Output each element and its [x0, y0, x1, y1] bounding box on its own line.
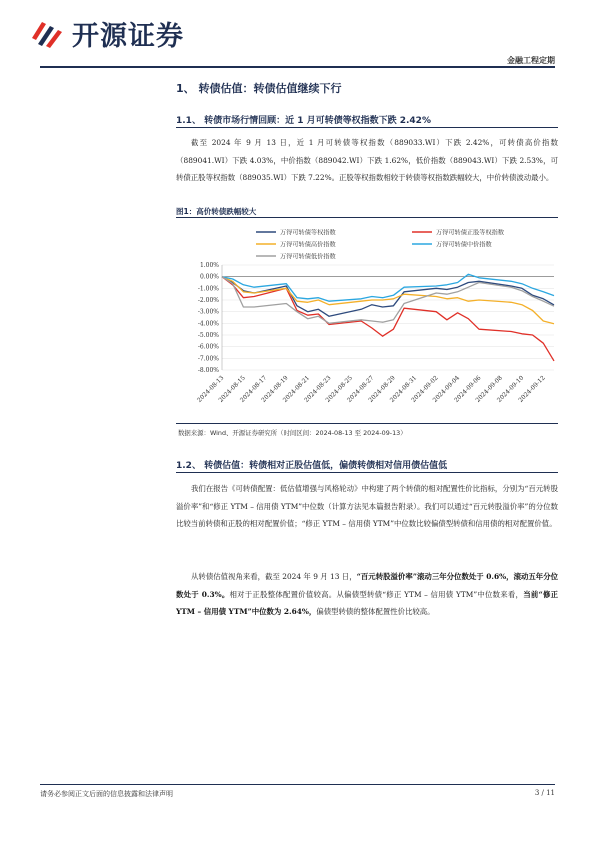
- legend-label: 万得可转债等权指数: [280, 229, 336, 237]
- x-tick-label: 2024-08-17: [238, 374, 269, 404]
- x-tick-label: 2024-09-08: [474, 374, 504, 404]
- chart-x-axis: [196, 374, 547, 404]
- x-tick-label: 2024-08-19: [260, 374, 290, 404]
- section-1-2-rule: [176, 472, 558, 473]
- x-tick-label: 2024-08-27: [345, 374, 376, 404]
- chart-series: [222, 274, 554, 361]
- y-tick-label: -1.00%: [197, 285, 219, 293]
- para2-highlight-b: “百元转股溢价率”滚动三年分位数处于 0.6%，滚动五年分位数处于 0.3%。: [176, 572, 558, 599]
- section-1-title: 1、 转债估值：转债估值继续下行: [176, 82, 342, 95]
- chart-legend: [256, 229, 505, 261]
- y-tick-label: -6.00%: [197, 343, 219, 351]
- x-tick-label: 2024-09-02: [410, 374, 440, 404]
- page-number: 3 / 11: [534, 789, 555, 797]
- y-tick-label: 1.00%: [199, 262, 219, 269]
- x-tick-label: 2024-08-31: [388, 374, 419, 404]
- legend-label: 万得可转债中价指数: [436, 241, 492, 249]
- legend-label: 万得可转债正股等权指数: [436, 229, 505, 237]
- x-tick-label: 2024-08-23: [303, 374, 333, 404]
- x-tick-label: 2024-09-10: [495, 374, 526, 404]
- x-tick-label: 2024-09-06: [453, 374, 483, 404]
- chart-y-axis: [198, 262, 219, 374]
- x-tick-label: 2024-08-25: [324, 374, 354, 404]
- x-tick-label: 2024-09-04: [431, 374, 462, 404]
- report-type: 金融工程定期: [507, 56, 555, 65]
- section-1-2-paragraph-1: 我们在报告《可转债配置：低估值增强与风格轮动》中构建了两个转债的相对配置性价比指标，分别为“百元转股溢价率”和“修正 YTM – 信用债 YTM”中位数（计算方法见本篇报告附录）。我们可以通过“百元转股溢价率”的分位数比较当前转债和正股的相对配置价值；“修正 YTM – 信用债 YTM”中位数比较偏债型转债和信用债的相对配置价值。: [176, 484, 558, 529]
- y-tick-label: -3.00%: [197, 308, 219, 316]
- series-line: [222, 274, 554, 301]
- x-tick-label: 2024-08-29: [367, 374, 397, 404]
- logo-text: 开源证券: [72, 20, 184, 52]
- x-tick-label: 2024-08-21: [281, 374, 312, 404]
- figure-top-rule: [176, 217, 558, 218]
- x-tick-label: 2024-08-15: [217, 374, 247, 404]
- y-tick-label: -8.00%: [197, 367, 219, 374]
- figure-1-label: 图1：高价转债跌幅较大: [176, 207, 257, 216]
- x-tick-label: 2024-08-13: [196, 374, 226, 404]
- footer-divider: [40, 784, 555, 785]
- para2-text-c: 相对于正股整体配置价值较高。从偏债型转债“修正 YTM – 信用债 YTM”中位数来看，: [229, 589, 524, 599]
- y-tick-label: -4.00%: [197, 320, 219, 328]
- figure-bottom-rule: [176, 423, 558, 424]
- y-tick-label: -2.00%: [197, 297, 219, 304]
- para2-text-e: 偏债型转债的整体配置性价比较高。: [316, 607, 435, 617]
- section-1-1-title: 1.1、 转债市场行情回顾：近 1 月可转债等权指数下跌 2.42%: [176, 116, 431, 126]
- x-tick-label: 2024-09-12: [517, 374, 547, 404]
- header-divider: [40, 66, 555, 68]
- y-tick-label: -5.00%: [197, 332, 219, 339]
- para2-text-a: 从转债估值视角来看，截至 2024 年 9 月 13 日，: [191, 572, 357, 581]
- footer-disclaimer: 请务必参阅正文后面的信息披露和法律声明: [40, 790, 173, 798]
- section-1-1-paragraph: 截至 2024 年 9 月 13 日，近 1 月可转债等权指数（889033.WI）下跌 2.42%，可转债高价指数（889041.WI）下跌 4.03%，中价指数（889042.WI）下跌 1.62%，低价指数（889043.WI）下跌 2.53%，可转债正股等权指数（889035.WI）下跌 7.22%。正股等权指数相较于转债等权指数跌幅较大，中价转债波动最小。: [176, 138, 558, 183]
- y-tick-label: 0.00%: [199, 273, 219, 281]
- para2-highlight-d: 当前“修正 YTM – 信用债 YTM”中位数为 2.64%，: [176, 589, 558, 617]
- legend-label: 万得可转债低价指数: [280, 253, 336, 261]
- section-1-2-paragraph-2: [176, 568, 558, 621]
- legend-label: 万得可转债高价指数: [280, 241, 336, 249]
- figure-source: 数据来源：Wind、开源证券研究所（时间区间：2024-08-13 至 2024-09-13）: [178, 429, 407, 437]
- logo-mark-icon: [28, 16, 66, 50]
- line-chart: [176, 220, 558, 420]
- y-tick-label: -7.00%: [197, 355, 219, 363]
- company-logo: [28, 16, 184, 50]
- section-1-1-rule: [176, 127, 558, 128]
- section-1-2-title: 1.2、 转债估值：转债相对正股估值低，偏债转债相对信用债估值低: [176, 461, 448, 471]
